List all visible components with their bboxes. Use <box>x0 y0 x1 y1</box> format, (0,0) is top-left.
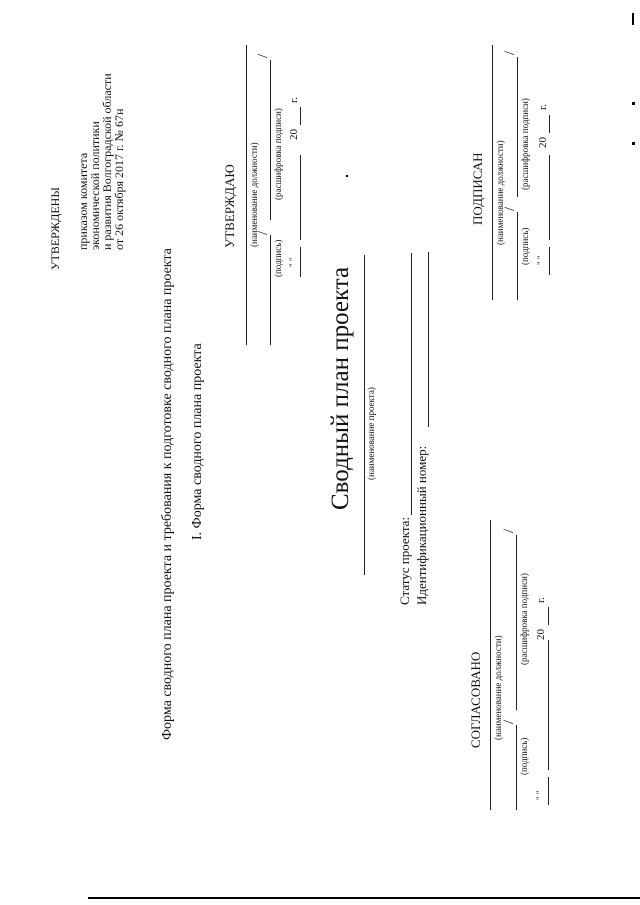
main-title: Сводный план проекта <box>327 266 354 510</box>
agreed-slash-2: / <box>501 528 517 533</box>
status-line <box>411 253 412 515</box>
stamp-line-4: от 26 октября 2017 г. № 67н <box>112 108 126 250</box>
signed-signature-line <box>517 212 518 300</box>
signed-transcript-line <box>517 57 518 197</box>
approve-title: УТВЕРЖДАЮ <box>222 164 237 248</box>
scan-border-line <box>88 897 640 899</box>
agreed-date-year-line <box>548 607 549 625</box>
signed-date-quotes: " " <box>536 255 546 265</box>
agreed-transcript-line <box>516 535 517 710</box>
agreed-signature-line <box>516 725 517 810</box>
project-name-line <box>364 255 365 575</box>
agreed-slash-1: / <box>501 719 517 724</box>
agreed-date-quotes: " " <box>535 790 545 800</box>
agreed-title: СОГЛАСОВАНО <box>468 651 483 748</box>
signed-slash-1: / <box>502 206 518 211</box>
agreed-position-caption: (наименование должности) <box>493 635 503 740</box>
signed-title: ПОДПИСАН <box>470 152 485 225</box>
signed-signature-caption: (подпись) <box>520 227 530 265</box>
agreed-date-year: 20 <box>535 629 547 640</box>
id-label: Идентификационный номер: <box>414 445 429 605</box>
signed-date-month-line <box>549 155 550 240</box>
stamp-title: УТВЕРЖДЕНЫ <box>48 187 62 270</box>
status-label: Статус проекта: <box>397 516 412 605</box>
stamp-line-2: экономической политики <box>88 121 102 250</box>
project-name-caption: (наименование проекта) <box>366 387 376 480</box>
approve-date-year-line <box>300 107 301 125</box>
signed-date-year: 20 <box>537 137 549 148</box>
approve-transcript-caption: (расшифровка подписи) <box>273 108 283 200</box>
approve-date-month-line <box>300 155 301 240</box>
id-line <box>428 252 429 427</box>
agreed-position-line <box>490 520 491 810</box>
approve-date-quotes: " " <box>288 257 298 267</box>
signed-slash-2: / <box>502 50 518 55</box>
approve-signature-line <box>270 235 271 345</box>
agreed-date-suffix: г. <box>535 596 547 603</box>
approve-date-suffix: г. <box>288 96 300 103</box>
approve-slash-2: / <box>255 53 271 58</box>
agreed-date-month-line <box>548 640 549 770</box>
scan-edge-mark-2 <box>632 102 635 105</box>
agreed-signature-caption: (подпись) <box>519 737 529 775</box>
signed-position-line <box>492 45 493 300</box>
scan-dot <box>346 175 348 177</box>
signed-position-caption: (наименование должности) <box>495 140 505 245</box>
scan-edge-mark-3 <box>632 142 635 145</box>
agreed-date-day-line <box>548 777 549 805</box>
signed-date-year-line <box>549 115 550 133</box>
approve-signature-caption: (подпись) <box>273 239 283 277</box>
approve-transcript-line <box>270 60 271 220</box>
agreed-transcript-caption: (расшифровка подписи) <box>519 573 529 665</box>
approve-slash-1: / <box>255 230 271 235</box>
stamp-line-1: приказом комитета <box>76 152 90 250</box>
stamp-line-3: и развития Волгоградской области <box>100 73 114 250</box>
signed-transcript-caption: (расшифровка подписи) <box>520 98 530 190</box>
scan-edge-mark-1 <box>632 13 634 25</box>
signed-date-suffix: г. <box>537 103 549 110</box>
approve-date-day-line <box>300 247 301 277</box>
signed-date-day-line <box>549 247 550 275</box>
approve-position-caption: (наименование должности) <box>249 142 259 247</box>
approve-position-line <box>246 45 247 345</box>
section-heading: I. Форма сводного плана проекта <box>190 343 205 540</box>
document-title: Форма сводного плана проекта и требования к подготовке сводного плана проекта <box>160 248 175 740</box>
approve-date-year: 20 <box>288 129 300 140</box>
